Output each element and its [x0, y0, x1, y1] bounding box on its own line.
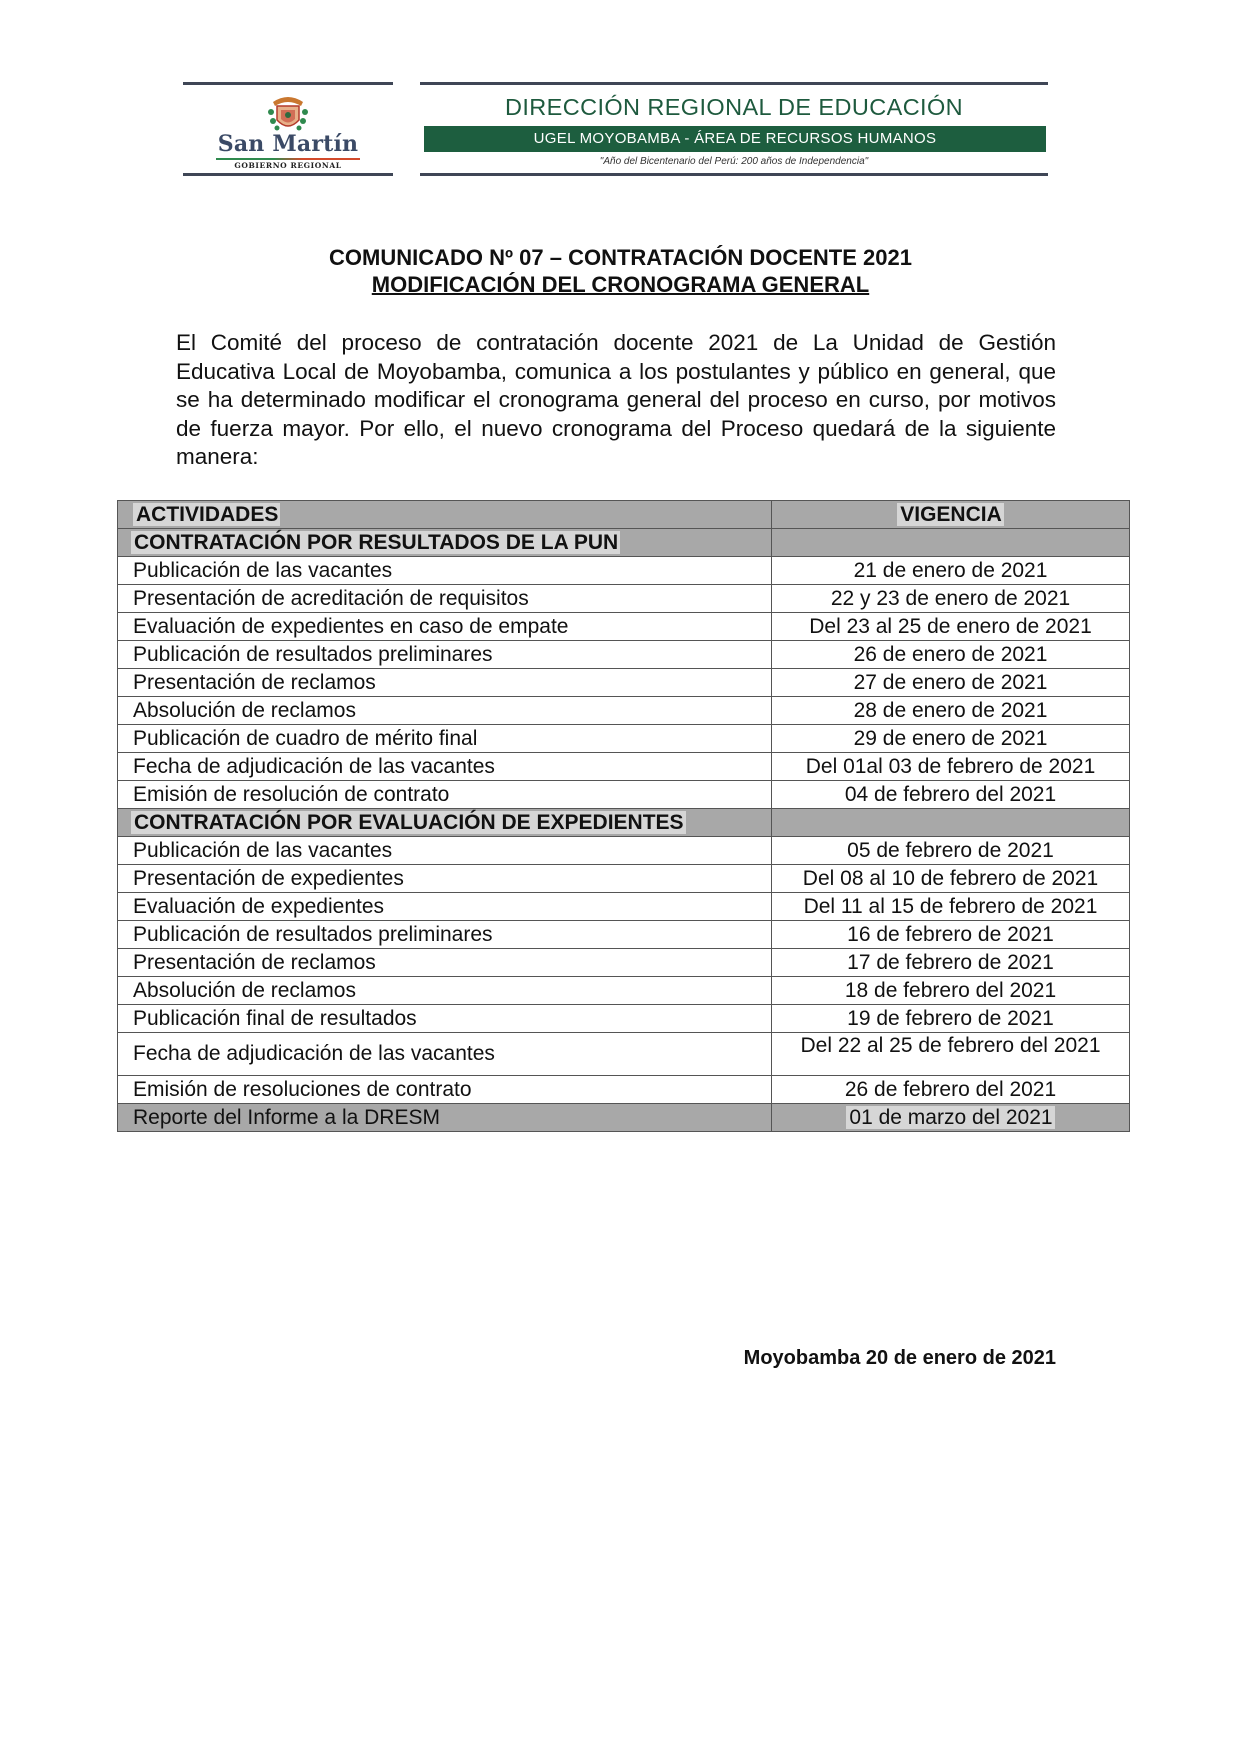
activity-cell: Fecha de adjudicación de las vacantes — [118, 1033, 772, 1076]
table-row — [118, 921, 1130, 949]
date-cell: 19 de febrero de 2021 — [772, 1005, 1130, 1033]
dre-banner — [420, 82, 1048, 176]
date-cell: 21 de enero de 2021 — [772, 557, 1130, 585]
ugel-band: UGEL MOYOBAMBA - ÁREA DE RECURSOS HUMANOS — [424, 126, 1046, 152]
document-subtitle: MODIFICACIÓN DEL CRONOGRAMA GENERAL — [371, 272, 870, 297]
date-cell: 28 de enero de 2021 — [772, 697, 1130, 725]
header-activities: ACTIVIDADES — [118, 501, 772, 529]
gobierno-regional-label: GOBIERNO REGIONAL — [234, 161, 342, 170]
intro-paragraph: El Comité del proceso de contratación docente 2021 de La Unidad de Gestión Educativa Local de Moyobamba, comunica a los postulantes y público en general, que se ha determinado modificar el cronograma general del proceso en curso, por motivos de fuerza mayor. Por ello, el nuevo cronograma del Proceso quedará de la siguiente manera: — [176, 330, 1056, 469]
dre-title: DIRECCIÓN REGIONAL DE EDUCACIÓN — [504, 94, 964, 120]
table-row — [118, 1033, 1130, 1076]
place-date-signoff: Moyobamba 20 de enero de 2021 — [743, 1347, 1056, 1369]
wordmark-underline — [216, 158, 360, 160]
date-cell: 01 de marzo del 2021 — [772, 1104, 1130, 1132]
table-row — [118, 557, 1130, 585]
date-cell: 26 de enero de 2021 — [772, 641, 1130, 669]
section-empty-cell — [772, 529, 1130, 557]
table-row — [118, 781, 1130, 809]
final-report-row — [118, 1104, 1130, 1132]
section-header-row — [118, 809, 1130, 837]
activity-cell: Publicación de resultados preliminares — [118, 921, 772, 949]
schedule-table — [117, 500, 1130, 1132]
table-row — [118, 669, 1130, 697]
date-cell: 17 de febrero de 2021 — [772, 949, 1130, 977]
table-row — [118, 641, 1130, 669]
date-cell: 27 de enero de 2021 — [772, 669, 1130, 697]
activity-cell: Emisión de resoluciones de contrato — [118, 1076, 772, 1104]
date-cell: Del 11 al 15 de febrero de 2021 — [772, 893, 1130, 921]
activity-cell: Presentación de reclamos — [118, 669, 772, 697]
section-title: CONTRATACIÓN POR EVALUACIÓN DE EXPEDIENTES — [118, 809, 772, 837]
activity-cell: Reporte del Informe a la DRESM — [118, 1104, 772, 1132]
table-row — [118, 865, 1130, 893]
activity-cell: Publicación de cuadro de mérito final — [118, 725, 772, 753]
activity-cell: Publicación de resultados preliminares — [118, 641, 772, 669]
activity-cell: Absolución de reclamos — [118, 697, 772, 725]
activity-cell: Presentación de reclamos — [118, 949, 772, 977]
table-row — [118, 613, 1130, 641]
activity-cell: Publicación de las vacantes — [118, 557, 772, 585]
date-cell: 05 de febrero de 2021 — [772, 837, 1130, 865]
date-cell: 18 de febrero del 2021 — [772, 977, 1130, 1005]
activity-cell: Absolución de reclamos — [118, 977, 772, 1005]
section-title: CONTRATACIÓN POR RESULTADOS DE LA PUN — [118, 529, 772, 557]
date-cell: 26 de febrero del 2021 — [772, 1076, 1130, 1104]
activity-cell: Presentación de expedientes — [118, 865, 772, 893]
activity-cell: Emisión de resolución de contrato — [118, 781, 772, 809]
activity-cell: Publicación de las vacantes — [118, 837, 772, 865]
regional-crest-icon — [263, 94, 313, 134]
activity-cell: Evaluación de expedientes en caso de empate — [118, 613, 772, 641]
document-title: COMUNICADO Nº 07 – CONTRATACIÓN DOCENTE 2021 — [329, 245, 912, 270]
activity-cell: Presentación de acreditación de requisitos — [118, 585, 772, 613]
table-row — [118, 753, 1130, 781]
date-cell: Del 23 al 25 de enero de 2021 — [772, 613, 1130, 641]
banner-rule-top — [420, 82, 1048, 85]
date-cell: 16 de febrero de 2021 — [772, 921, 1130, 949]
table-row — [118, 1076, 1130, 1104]
date-cell: 29 de enero de 2021 — [772, 725, 1130, 753]
table-row — [118, 837, 1130, 865]
table-row — [118, 1005, 1130, 1033]
table-row — [118, 725, 1130, 753]
section-empty-cell — [772, 809, 1130, 837]
table-row — [118, 893, 1130, 921]
activity-cell: Publicación final de resultados — [118, 1005, 772, 1033]
header-validity: VIGENCIA — [772, 501, 1130, 529]
activity-cell: Evaluación de expedientes — [118, 893, 772, 921]
activity-cell: Fecha de adjudicación de las vacantes — [118, 753, 772, 781]
banner-rule-bottom — [420, 173, 1048, 176]
regional-government-logo — [183, 82, 393, 176]
table-row — [118, 585, 1130, 613]
date-cell: 22 y 23 de enero de 2021 — [772, 585, 1130, 613]
table-row — [118, 949, 1130, 977]
table-row — [118, 697, 1130, 725]
table-row — [118, 977, 1130, 1005]
header-rule-top — [183, 82, 393, 85]
date-cell: Del 01al 03 de febrero de 2021 — [772, 753, 1130, 781]
date-cell: Del 08 al 10 de febrero de 2021 — [772, 865, 1130, 893]
date-cell: Del 22 al 25 de febrero del 2021 — [772, 1033, 1130, 1076]
san-martin-wordmark: San Martín — [217, 131, 359, 157]
table-header-row — [118, 501, 1130, 529]
date-cell: 04 de febrero del 2021 — [772, 781, 1130, 809]
header-rule-bottom — [183, 173, 393, 176]
year-motto: "Año del Bicentenario del Perú: 200 años de Independencia" — [599, 156, 869, 167]
section-header-row — [118, 529, 1130, 557]
